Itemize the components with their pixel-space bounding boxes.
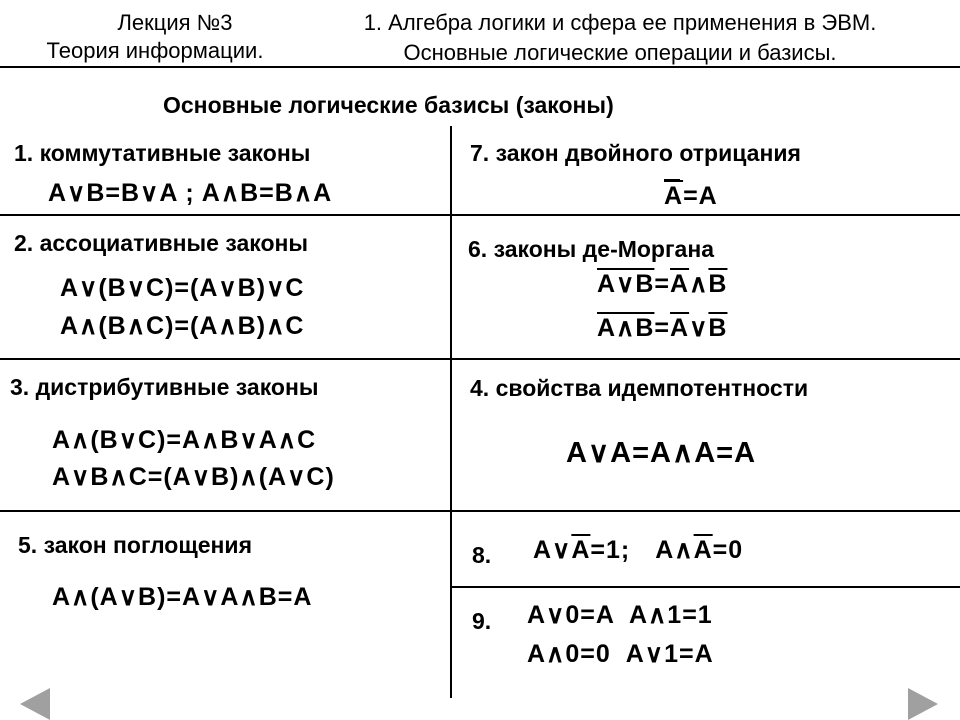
de-morgan-2-eq: = xyxy=(654,314,671,342)
topic-line-2: Основные логические операции и базисы. xyxy=(403,40,837,65)
de-morgan-2-lhs: A∧B xyxy=(597,314,655,342)
absorption-formula: A∧(A∨B)=A∨A∧B=A xyxy=(52,583,313,611)
topic-line-1: 1. Алгебра логики и сфера ее применения в ЭВМ. xyxy=(363,10,877,35)
double-negation-heading: 7. закон двойного отрицания xyxy=(470,140,801,166)
law-8-number: 8. xyxy=(472,542,492,568)
double-negation-var: $\overline{A}$ xyxy=(664,182,684,210)
law-8-part1-negated: $\overline{A}$ xyxy=(571,536,591,564)
de-morgan-heading: 6. законы де-Моргана xyxy=(468,236,715,262)
law-8-part2: A∧ xyxy=(655,536,694,564)
law-8-part1: A∨ xyxy=(533,536,572,564)
idempotence-formula: A∨A=A∧A=A xyxy=(566,437,757,469)
associative-formula-or: A∨(B∨C)=(A∨B)∨C xyxy=(60,274,305,302)
law-9-formula-2: A∧0=0 A∨1=A xyxy=(527,640,714,668)
de-morgan-2-a: $\overline{A}$ xyxy=(670,314,690,342)
commutative-formula: A∨B=B∨A ; A∧B=B∧A xyxy=(48,179,333,207)
de-morgan-1-eq: = xyxy=(654,270,671,298)
double-negation-formula xyxy=(664,182,718,211)
de-morgan-2-b: $\overline{B}$ xyxy=(708,314,728,342)
header-divider xyxy=(0,66,960,68)
de-morgan-formula-2 xyxy=(597,313,727,343)
law-8-part2-result: =0 xyxy=(712,536,744,564)
law-8-part2-negated: $\overline{A}$ xyxy=(693,536,713,564)
de-morgan-1-a: $\overline{A}$ xyxy=(670,270,690,298)
distributive-formula-2: A∨B∧C=(A∨B)∧(A∨C) xyxy=(52,463,335,491)
idempotence-heading: 4. свойства идемпотентности xyxy=(470,375,809,401)
row-divider-3 xyxy=(0,510,960,512)
triangle-right-icon[interactable] xyxy=(908,688,938,720)
absorption-heading: 5. закон поглощения xyxy=(18,532,252,558)
vertical-divider xyxy=(450,126,452,698)
double-negation-rhs: =A xyxy=(683,182,718,210)
associative-formula-and: A∧(B∧C)=(A∧B)∧C xyxy=(60,312,305,340)
row-divider-2 xyxy=(0,358,960,360)
page-title: Основные логические базисы (законы) xyxy=(163,92,614,118)
de-morgan-1-lhs: A∨B xyxy=(597,270,655,298)
law-9-formula-1: A∨0=A A∧1=1 xyxy=(527,601,713,629)
triangle-left-icon[interactable] xyxy=(20,688,50,720)
de-morgan-2-op: ∨ xyxy=(689,314,709,342)
distributive-formula-1: A∧(B∨C)=A∧B∨A∧C xyxy=(52,426,317,454)
row-divider-right xyxy=(451,586,960,588)
lecture-number: Лекция №3 xyxy=(117,10,233,35)
law-8-formula xyxy=(533,535,743,565)
double-negation-bar xyxy=(664,179,680,181)
associative-heading: 2. ассоциативные законы xyxy=(14,230,309,256)
de-morgan-1-op: ∧ xyxy=(689,270,709,298)
course-name: Теория информации. xyxy=(46,38,264,63)
law-8-part1-result: =1; xyxy=(590,536,631,564)
row-divider-1 xyxy=(0,214,960,216)
law-9-number: 9. xyxy=(472,608,492,634)
de-morgan-1-b: $\overline{B}$ xyxy=(708,270,728,298)
de-morgan-formula-1 xyxy=(597,269,727,299)
commutative-heading: 1. коммутативные законы xyxy=(14,140,311,166)
distributive-heading: 3. дистрибутивные законы xyxy=(10,374,319,400)
